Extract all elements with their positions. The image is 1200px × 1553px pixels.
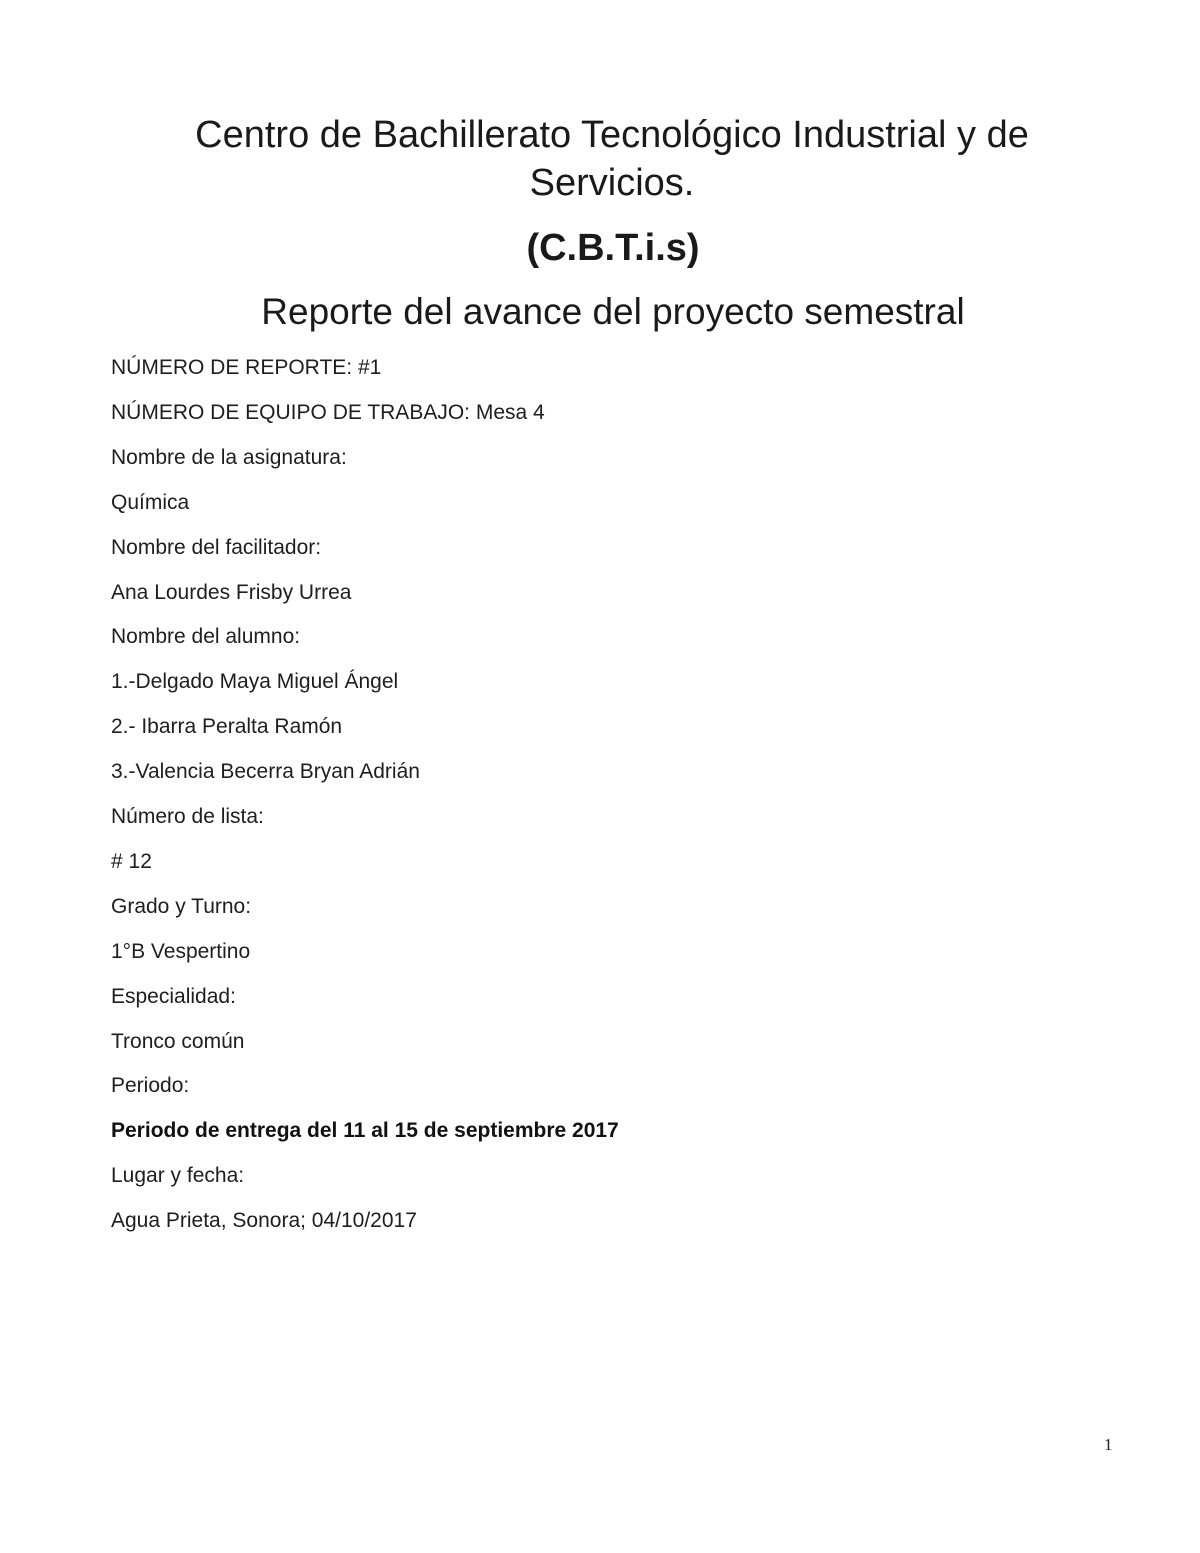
subject-label: Nombre de la asignatura:	[111, 446, 347, 469]
list-number-value: # 12	[111, 850, 152, 873]
student-1: 1.-Delgado Maya Miguel Ángel	[111, 670, 399, 693]
place-date-label: Lugar y fecha:	[111, 1164, 245, 1187]
facilitator-value: Ana Lourdes Frisby Urrea	[111, 581, 352, 604]
specialty-value: Tronco común	[111, 1030, 245, 1053]
student-3: 3.-Valencia Becerra Bryan Adrián	[111, 760, 420, 783]
grade-label: Grado y Turno:	[111, 895, 252, 918]
team-number: NÚMERO DE EQUIPO DE TRABAJO: Mesa 4	[111, 401, 545, 424]
student-2: 2.- Ibarra Peralta Ramón	[111, 715, 343, 738]
page-number: 1	[1104, 1435, 1113, 1454]
grade-value: 1°B Vespertino	[111, 940, 251, 963]
report-title: Reporte del avance del proyecto semestral	[261, 291, 965, 332]
facilitator-label: Nombre del facilitador:	[111, 536, 322, 559]
place-date-value: Agua Prieta, Sonora; 04/10/2017	[111, 1209, 417, 1232]
institution-name-line-2: Servicios.	[529, 162, 695, 204]
period-label: Periodo:	[111, 1074, 190, 1097]
list-number-label: Número de lista:	[111, 805, 264, 828]
report-number: NÚMERO DE REPORTE: #1	[111, 356, 382, 379]
student-label: Nombre del alumno:	[111, 625, 301, 648]
subject-value: Química	[111, 491, 190, 514]
institution-abbreviation: (C.B.T.i.s)	[526, 227, 700, 269]
period-value: Periodo de entrega del 11 al 15 de septiembre 2017	[111, 1119, 619, 1142]
specialty-label: Especialidad:	[111, 985, 236, 1008]
institution-name-line-1: Centro de Bachillerato Tecnológico Industrial y de	[195, 114, 1029, 156]
